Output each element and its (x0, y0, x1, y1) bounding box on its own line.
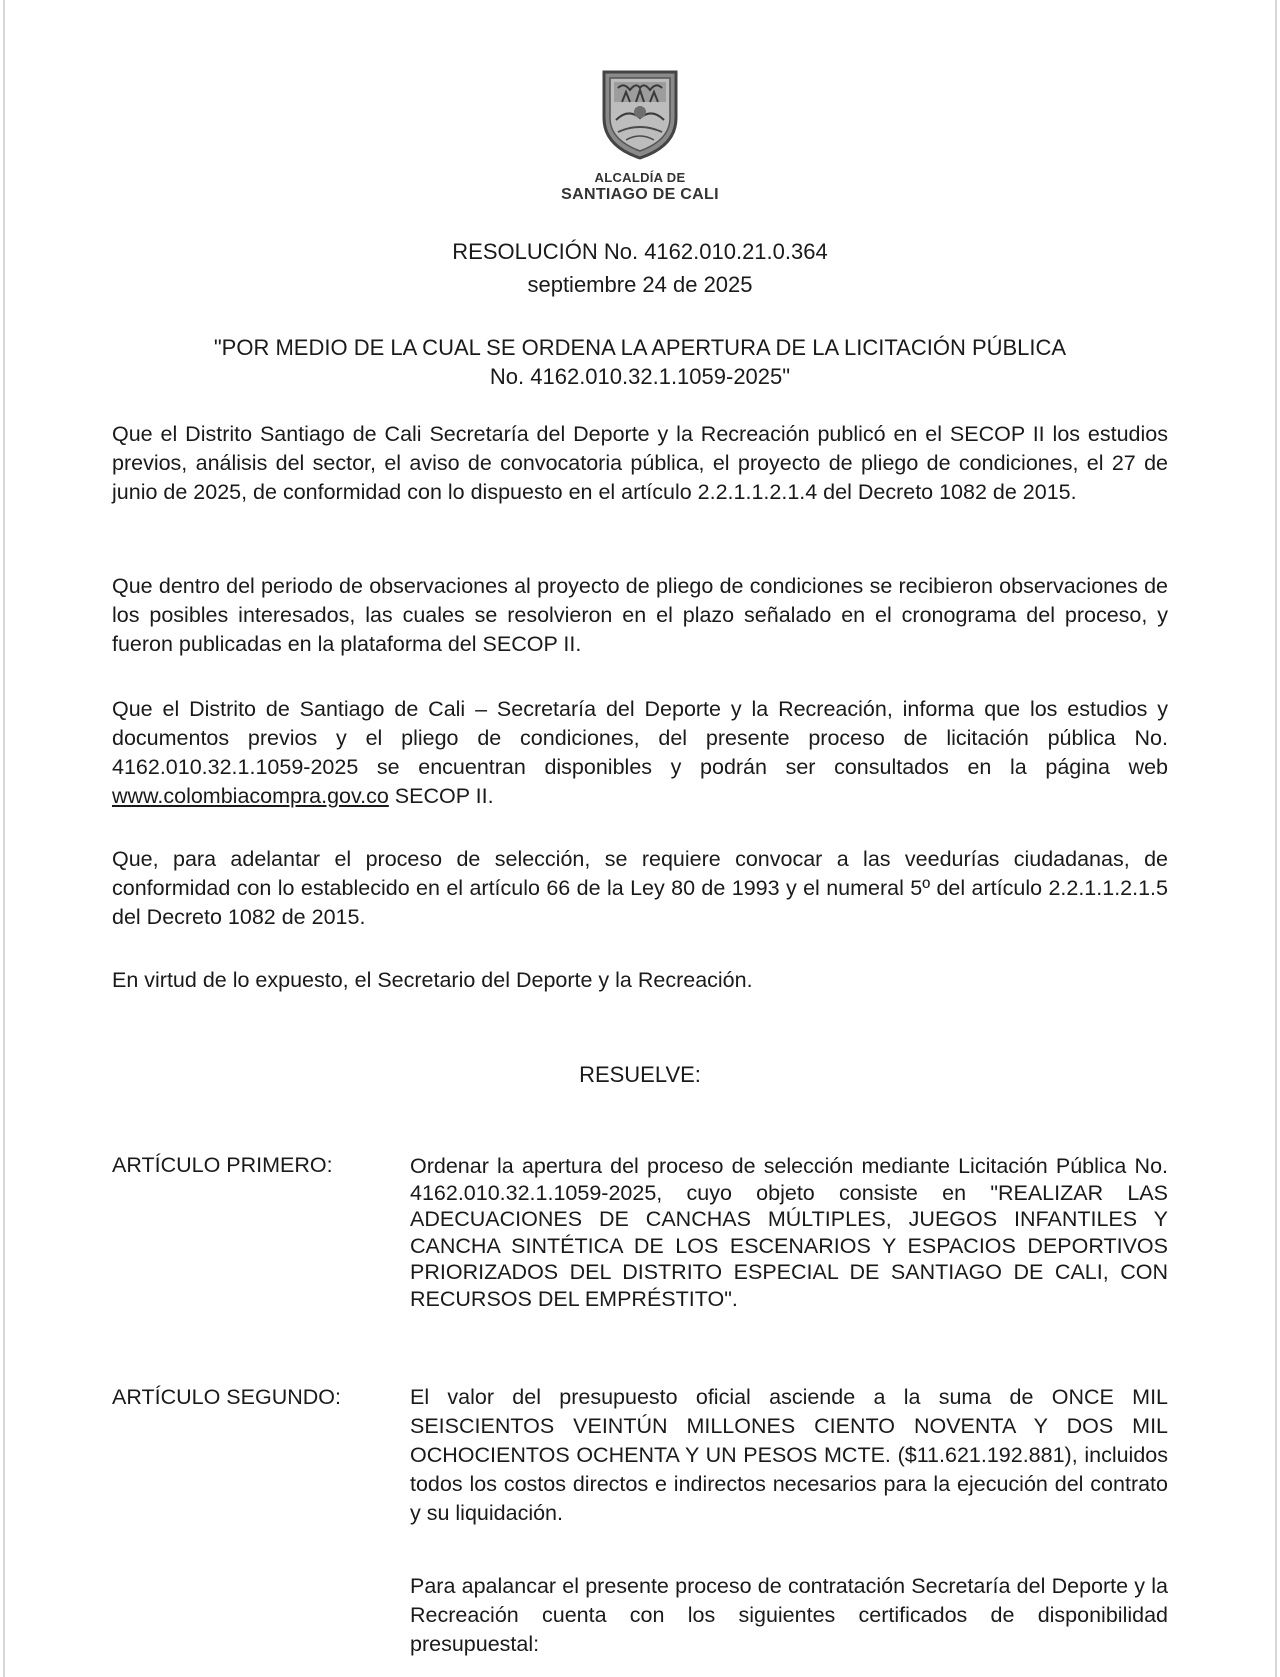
paragraph-3-tail: SECOP II. (388, 784, 494, 808)
consideration-paragraph-4: Que, para adelantar el proceso de selección, se requiere convocar a las veedurías ciudadanas, de conformidad con lo establecido en el artículo 66 de la Ley 80 de 1993 y el numeral 5º del artículo 2.2.1.1.2.1.5 del Decreto 1082 de 2015. (112, 847, 1168, 929)
article-second-extra: Para apalancar el presente proceso de contratación Secretaría del Deporte y la Recreación cuenta con los siguientes certificados de disponibilidad presupuestal: (410, 1574, 1168, 1656)
article-first-label: ARTÍCULO PRIMERO: (112, 1153, 333, 1177)
title-line1: "POR MEDIO DE LA CUAL SE ORDENA LA APERTURA DE LA LICITACIÓN PÚBLICA (213, 335, 1067, 360)
resolution-date: septiembre 24 de 2025 (527, 272, 753, 297)
article-first-object: "REALIZAR LAS ADECUACIONES DE CANCHAS MÚLTIPLES, JUEGOS INFANTILES Y CANCHA SINTÉTICA DE LOS ESCENARIOS Y ESPACIOS DEPORTIVOS PRIORIZADOS DEL DISTRITO ESPECIAL DE SANTIAGO DE CALI, CON RECURSOS DEL EMPRÉSTITO". (410, 1180, 1168, 1311)
article-second-body: El valor del presupuesto oficial asciende a la suma de ONCE MIL SEISCIENTOS VEINTÚN MILLONES CIENTO NOVENTA Y DOS MIL OCHOCIENTOS OCHENTA Y UN PESOS MCTE. ($11.621.192.881), incluidos todos los costos directos e indirectos necesarios para la ejecución del contrato y su liquidación. (410, 1385, 1168, 1525)
article-second-label: ARTÍCULO SEGUNDO: (112, 1385, 341, 1409)
resolution-number: RESOLUCIÓN No. 4162.010.21.0.364 (452, 239, 828, 264)
consideration-paragraph-5: En virtud de lo expuesto, el Secretario del Deporte y la Recreación. (112, 968, 753, 992)
consideration-paragraph-3 (112, 695, 1168, 811)
consideration-paragraph-1: Que el Distrito Santiago de Cali Secretaría del Deporte y la Recreación publicó en el SECOP II los estudios previos, análisis del sector, el aviso de convocatoria pública, el proyecto de pliego de condiciones, el 27 de junio de 2025, de conformidad con lo dispuesto en el artículo 2.2.1.1.2.1.4 del Decreto 1082 de 2015. (112, 422, 1168, 504)
consideration-paragraph-2: Que dentro del periodo de observaciones al proyecto de pliego de condiciones se recibieron observaciones de los posibles interesados, las cuales se resolvieron en el plazo señalado en el cronograma del proceso, y fueron publicadas en la plataforma del SECOP II. (112, 574, 1168, 656)
article-first-lead: Ordenar la apertura del proceso de selección mediante Licitación Pública No. 4162.010.32.1.1059-2025, cuyo objeto consiste en (410, 1154, 1168, 1205)
colombiacompra-link[interactable]: www.colombiacompra.gov.co (112, 784, 389, 808)
paragraph-3-text: Que el Distrito de Santiago de Cali – Secretaría del Deporte y la Recreación, informa que los estudios y documentos previos y el pliego de condiciones, del presente proceso de licitación pública No. 4162.010.32.1.1059-2025 se encuentran disponibles y podrán ser consultados en la página web (112, 697, 1168, 779)
article-first-body (410, 1153, 1168, 1312)
resuelve-heading: RESUELVE: (579, 1062, 701, 1087)
logo-text-line2: SANTIAGO DE CALI (561, 186, 719, 203)
logo-text-line1: ALCALDÍA DE (594, 170, 686, 185)
title-line2: No. 4162.010.32.1.1059-2025" (489, 364, 791, 389)
coat-of-arms-icon (600, 68, 680, 160)
alcaldia-logo (560, 68, 720, 204)
